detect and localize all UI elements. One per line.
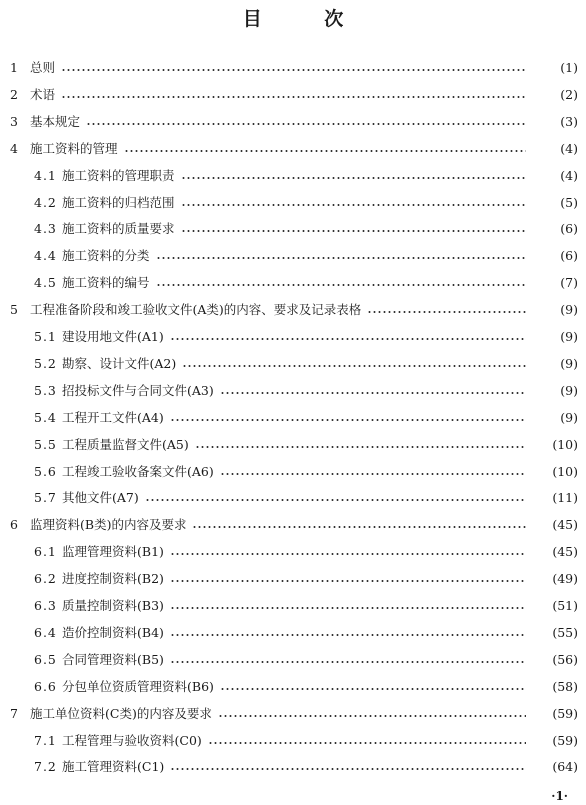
dot-leader bbox=[170, 607, 526, 609]
toc-entry-number: 5.1 bbox=[34, 329, 57, 344]
toc-entry-title: 监理资料(B类)的内容及要求 bbox=[30, 517, 187, 533]
toc-entry-title: 分包单位资质管理资料(B6) bbox=[62, 678, 214, 694]
toc-chapter-entry[interactable] bbox=[0, 86, 586, 104]
toc-entry-number: 6.5 bbox=[34, 651, 57, 667]
toc-entry-page: (59) bbox=[552, 732, 578, 748]
toc-entry-number: 7.2 bbox=[34, 759, 57, 775]
toc-entry-title: 术语 bbox=[30, 86, 56, 102]
toc-entry-number: 5 bbox=[10, 302, 18, 318]
toc-entry-number: 7 bbox=[10, 705, 18, 721]
toc-entry-title: 施工管理资料(C1) bbox=[62, 759, 165, 775]
toc-entry-page: (10) bbox=[552, 463, 578, 479]
dot-leader bbox=[170, 634, 526, 636]
toc-section-entry[interactable] bbox=[0, 194, 586, 212]
toc-entry-page: (49) bbox=[552, 571, 578, 587]
toc-section-entry[interactable] bbox=[0, 167, 586, 185]
toc-section-entry[interactable] bbox=[0, 328, 586, 346]
toc-entry-page: (59) bbox=[552, 705, 578, 721]
toc-entry-title: 基本规定 bbox=[30, 113, 81, 129]
toc-entry-page: (4) bbox=[560, 167, 578, 183]
toc-entry-number: 4 bbox=[10, 140, 18, 156]
toc-section-entry[interactable] bbox=[0, 624, 586, 642]
dot-leader bbox=[181, 177, 526, 179]
toc-chapter-entry[interactable] bbox=[0, 113, 586, 131]
dot-leader bbox=[182, 365, 526, 367]
dot-leader bbox=[145, 499, 526, 501]
dot-leader bbox=[156, 284, 526, 286]
toc-entry-number: 4.2 bbox=[34, 194, 57, 210]
dot-leader bbox=[220, 688, 526, 690]
dot-leader bbox=[170, 419, 526, 421]
dot-leader bbox=[181, 230, 526, 232]
dot-leader bbox=[170, 580, 526, 582]
toc-entry-title: 施工资料的管理职责 bbox=[62, 167, 175, 183]
toc-entry-title: 施工资料的编号 bbox=[62, 275, 150, 291]
dot-leader bbox=[181, 204, 526, 206]
toc-entry-page: (45) bbox=[552, 544, 578, 560]
toc-entry-number: 5.5 bbox=[34, 436, 57, 452]
dot-leader bbox=[208, 742, 526, 744]
toc-section-entry[interactable] bbox=[0, 409, 586, 427]
toc-entry-page: (56) bbox=[552, 651, 578, 667]
toc-entry-page: (10) bbox=[552, 436, 578, 452]
dot-leader bbox=[367, 311, 526, 313]
toc-entry-title: 造价控制资料(B4) bbox=[62, 624, 164, 640]
toc-section-entry[interactable] bbox=[0, 247, 586, 265]
toc-entry-title: 工程管理与验收资料(C0) bbox=[62, 732, 202, 748]
toc-entry-title: 招投标文件与合同文件(A3) bbox=[62, 382, 214, 398]
toc-entry-page: (9) bbox=[560, 382, 578, 398]
toc-chapter-entry[interactable] bbox=[0, 516, 586, 534]
toc-entry-page: (9) bbox=[560, 409, 578, 425]
dot-leader bbox=[218, 715, 526, 717]
toc-entry-number: 5.3 bbox=[34, 382, 57, 398]
dot-leader bbox=[220, 473, 526, 475]
toc-entry-number: 1 bbox=[10, 60, 18, 75]
toc-entry-number: 3 bbox=[10, 113, 18, 129]
toc-entry-title: 总则 bbox=[30, 60, 56, 75]
toc-section-entry[interactable] bbox=[0, 463, 586, 481]
toc-entry-page: (45) bbox=[552, 517, 578, 533]
toc-entry-page: (3) bbox=[560, 113, 578, 129]
page-number: ·1· bbox=[551, 789, 568, 803]
toc-entry-number: 6.6 bbox=[34, 678, 57, 694]
toc-entry-title: 工程开工文件(A4) bbox=[62, 409, 164, 425]
dot-leader bbox=[61, 69, 526, 71]
toc-entry-number: 4.1 bbox=[34, 167, 57, 183]
toc-entry-number: 6.2 bbox=[34, 571, 57, 587]
toc-entry-number: 5.6 bbox=[34, 463, 57, 479]
toc-entry-page: (6) bbox=[560, 248, 578, 264]
dot-leader bbox=[220, 392, 526, 394]
toc-entry-title: 工程竣工验收备案文件(A6) bbox=[62, 463, 214, 479]
toc-entry-page: (58) bbox=[552, 678, 578, 694]
toc-section-entry[interactable] bbox=[0, 678, 586, 696]
toc-entry-title: 建设用地文件(A1) bbox=[62, 329, 164, 344]
toc-chapter-entry[interactable] bbox=[0, 59, 586, 77]
toc-entry-page: (9) bbox=[560, 329, 578, 344]
toc-entry-title: 施工资料的归档范围 bbox=[62, 194, 175, 210]
toc-entry-title: 勘察、设计文件(A2) bbox=[62, 355, 177, 371]
dot-leader bbox=[170, 338, 526, 340]
page-title: 目 次 bbox=[242, 8, 372, 30]
toc-entry-title: 质量控制资料(B3) bbox=[62, 598, 164, 613]
toc-entry-title: 监理管理资料(B1) bbox=[62, 544, 164, 560]
toc-entry-number: 5.2 bbox=[34, 355, 57, 371]
toc-section-entry[interactable] bbox=[0, 651, 586, 669]
toc-section-entry[interactable] bbox=[0, 489, 586, 507]
toc-entry-title: 工程准备阶段和竣工验收文件(A类)的内容、要求及记录表格 bbox=[30, 302, 362, 318]
toc-section-entry[interactable] bbox=[0, 597, 586, 615]
dot-leader bbox=[124, 150, 526, 152]
toc-entry-page: (7) bbox=[560, 275, 578, 291]
toc-section-entry[interactable] bbox=[0, 570, 586, 588]
toc-entry-number: 6.3 bbox=[34, 598, 57, 613]
dot-leader bbox=[156, 257, 526, 259]
toc-entry-number: 6 bbox=[10, 517, 18, 533]
toc-entry-number: 4.4 bbox=[34, 248, 57, 264]
toc-entry-title: 施工资料的质量要求 bbox=[62, 221, 175, 237]
toc-entry-number: 6.4 bbox=[34, 624, 57, 640]
toc-section-entry[interactable] bbox=[0, 758, 586, 776]
toc-entry-page: (11) bbox=[552, 490, 578, 506]
toc-entry-title: 施工单位资料(C类)的内容及要求 bbox=[30, 705, 212, 721]
toc-entry-page: (5) bbox=[560, 194, 578, 210]
dot-leader bbox=[170, 661, 526, 663]
toc-entry-number: 5.7 bbox=[34, 490, 57, 506]
toc-section-entry[interactable] bbox=[0, 274, 586, 292]
toc-entry-number: 4.3 bbox=[34, 221, 57, 237]
toc-section-entry[interactable] bbox=[0, 355, 586, 373]
toc-entry-page: (1) bbox=[560, 60, 578, 75]
toc-entry-page: (64) bbox=[552, 759, 578, 775]
toc-section-entry[interactable] bbox=[0, 382, 586, 400]
dot-leader bbox=[170, 768, 526, 770]
toc-entry-page: (55) bbox=[552, 624, 578, 640]
toc-entry-page: (9) bbox=[560, 355, 578, 371]
toc-section-entry[interactable] bbox=[0, 436, 586, 454]
toc-entry-page: (51) bbox=[552, 598, 578, 613]
dot-leader bbox=[170, 553, 526, 555]
toc-entry-page: (4) bbox=[560, 140, 578, 156]
toc-entry-number: 2 bbox=[10, 86, 18, 102]
dot-leader bbox=[195, 446, 526, 448]
toc-section-entry[interactable] bbox=[0, 543, 586, 561]
toc-section-entry[interactable] bbox=[0, 732, 586, 750]
toc-entry-title: 工程质量监督文件(A5) bbox=[62, 436, 189, 452]
dot-leader bbox=[192, 526, 526, 528]
toc-entry-page: (2) bbox=[560, 86, 578, 102]
toc-section-entry[interactable] bbox=[0, 220, 586, 238]
dot-leader bbox=[61, 96, 526, 98]
toc-entry-title: 进度控制资料(B2) bbox=[62, 571, 164, 587]
toc-chapter-entry[interactable] bbox=[0, 301, 586, 319]
toc-entry-number: 4.5 bbox=[34, 275, 57, 291]
toc-entry-number: 7.1 bbox=[34, 732, 57, 748]
toc-entry-title: 其他文件(A7) bbox=[62, 490, 139, 506]
toc-entry-page: (6) bbox=[560, 221, 578, 237]
toc-entry-page: (9) bbox=[560, 302, 578, 318]
toc-entry-title: 施工资料的分类 bbox=[62, 248, 150, 264]
toc-chapter-entry[interactable] bbox=[0, 705, 586, 723]
toc-entry-number: 6.1 bbox=[34, 544, 57, 560]
toc-chapter-entry[interactable] bbox=[0, 140, 586, 158]
toc-entry-number: 5.4 bbox=[34, 409, 57, 425]
toc-entry-title: 施工资料的管理 bbox=[30, 140, 118, 156]
toc-entry-title: 合同管理资料(B5) bbox=[62, 651, 164, 667]
dot-leader bbox=[86, 123, 526, 125]
